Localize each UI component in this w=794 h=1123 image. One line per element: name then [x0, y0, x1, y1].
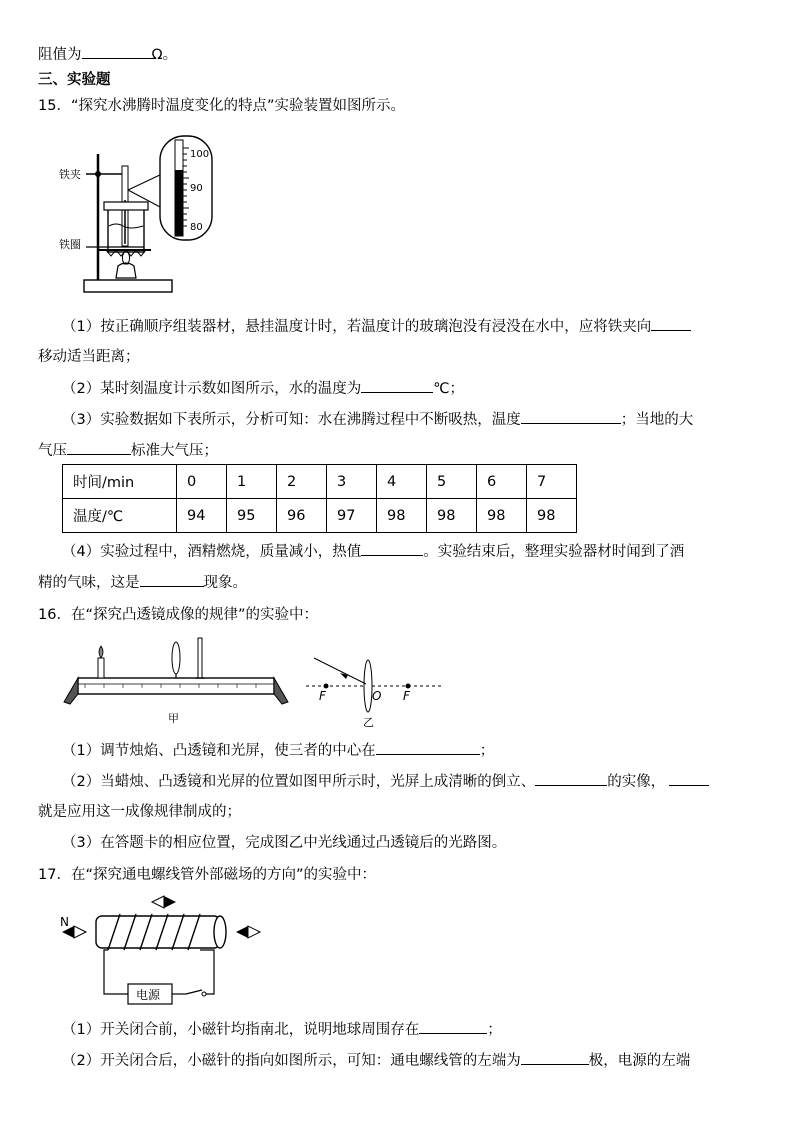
q17-part1: （1）开关闭合前，小磁针均指南北，说明地球周围存在 ；	[62, 1019, 502, 1040]
q15-part2: （2）某时刻温度计示数如图所示，水的温度为 ℃；	[62, 378, 464, 399]
table-cell: 2	[277, 465, 327, 499]
q16-part3: （3）在答题卡的相应位置，完成图乙中光线通过凸透镜后的光路图。	[62, 835, 507, 851]
q15-part3: （3）实验数据如下表所示，分析可知：水在沸腾过程中不断吸热，温度 ；当地的大	[62, 409, 693, 430]
table-row	[63, 499, 577, 533]
q17-stem: 17．在“探究通电螺线管外部磁场的方向”的实验中：	[38, 867, 376, 883]
power-source-label: 电源	[136, 988, 161, 1002]
focus-right-label: F	[403, 689, 410, 703]
q15-part1-cont: 移动适当距离；	[38, 349, 140, 365]
q16-part2: （2）当蜡烛、凸透镜和光屏的位置如图甲所示时，光屏上成清晰的倒立、 的实像，	[62, 771, 709, 792]
section-title: 三、实验题	[38, 72, 111, 88]
answer-blank[interactable]	[361, 541, 423, 556]
optical-center-label: O	[372, 689, 382, 703]
scale-80: 80	[190, 222, 203, 233]
table-cell: 1	[227, 465, 277, 499]
q16-part2-cont: 就是应用这一成像规律制成的；	[38, 804, 241, 820]
q15-part4-cont: 精的气味，这是 现象。	[38, 572, 247, 593]
table-cell: 时间/min	[63, 465, 177, 499]
answer-blank[interactable]	[67, 440, 131, 455]
answer-blank[interactable]	[361, 378, 433, 393]
optical-bench-figure	[60, 632, 300, 728]
answer-blank[interactable]	[140, 572, 204, 587]
table-cell: 5	[427, 465, 477, 499]
answer-blank[interactable]	[651, 316, 691, 331]
table-cell: 0	[177, 465, 227, 499]
table-cell: 温度/℃	[63, 499, 177, 533]
q16-part1: （1）调节烛焰、凸透镜和光屏，使三者的中心在 ；	[62, 740, 494, 761]
table-cell: 96	[277, 499, 327, 533]
q15-part3-cont: 气压 标准大气压；	[38, 440, 218, 461]
table-cell: 95	[227, 499, 277, 533]
q17-part2: （2）开关闭合后，小磁针的指向如图所示，可知：通电螺线管的左端为 极，电源的左端	[62, 1050, 690, 1071]
figure-a-label: 甲	[168, 712, 179, 725]
boiling-apparatus-figure	[56, 130, 226, 302]
scale-90: 90	[190, 183, 203, 194]
answer-blank[interactable]	[521, 1050, 589, 1065]
q15-part1: （1）按正确顺序组装器材，悬挂温度计时，若温度计的玻璃泡没有浸没在水中，应将铁夹向	[62, 316, 691, 337]
table-cell: 7	[527, 465, 577, 499]
table-cell: 97	[327, 499, 377, 533]
table-cell: 98	[377, 499, 427, 533]
table-cell: 98	[427, 499, 477, 533]
answer-blank[interactable]	[521, 409, 621, 424]
solenoid-figure	[56, 892, 276, 1008]
table-cell: 3	[327, 465, 377, 499]
prev-question-tail: 阻值为 Ω。	[38, 44, 177, 65]
table-cell: 98	[477, 499, 527, 533]
figure-b-label: 乙	[363, 716, 374, 729]
north-label: N	[60, 915, 69, 929]
answer-blank[interactable]	[535, 771, 607, 786]
iron-clamp-label: 铁夹	[59, 168, 81, 181]
focus-left-label: F	[319, 689, 326, 703]
q15-stem: 15．“探究水沸腾时温度变化的特点”实验装置如图所示。	[38, 98, 405, 114]
scale-100: 100	[190, 149, 210, 160]
q15-part4: （4）实验过程中，酒精燃烧，质量减小，热值 。实验结束后，整理实验器材时闻到了酒	[62, 541, 684, 562]
table-cell: 94	[177, 499, 227, 533]
table-row	[63, 465, 577, 499]
q16-stem: 16．在“探究凸透镜成像的规律”的实验中：	[38, 607, 318, 623]
boiling-data-table	[62, 464, 577, 533]
table-cell: 4	[377, 465, 427, 499]
answer-blank[interactable]	[82, 44, 152, 59]
table-cell: 98	[527, 499, 577, 533]
iron-ring-label: 铁圈	[59, 238, 81, 251]
answer-blank[interactable]	[376, 740, 480, 755]
lens-ray-diagram	[300, 646, 450, 732]
answer-blank[interactable]	[669, 771, 709, 786]
table-cell: 6	[477, 465, 527, 499]
answer-blank[interactable]	[419, 1019, 487, 1034]
